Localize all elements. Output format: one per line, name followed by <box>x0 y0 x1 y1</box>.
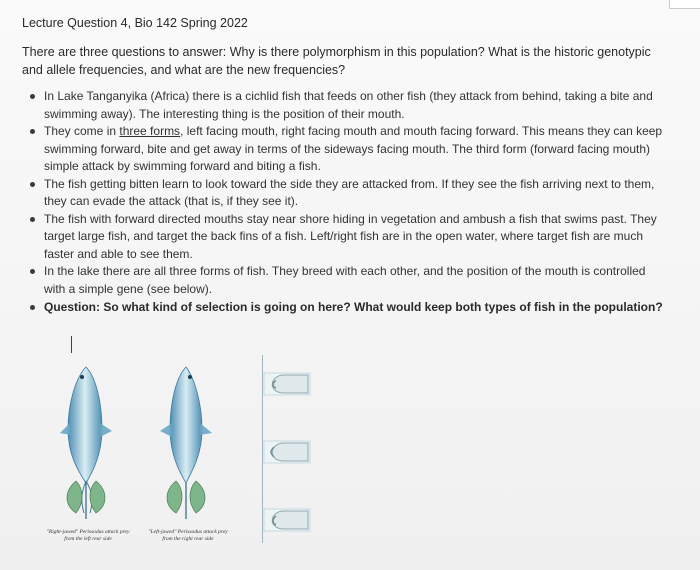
list-item <box>29 123 665 176</box>
page-title: Lecture Question 4, Bio 142 Spring 2022 <box>22 16 248 30</box>
question-item <box>29 299 665 317</box>
bullet-text: In Lake Tanganyika (Africa) there is a cichlid fish that feeds on other fish (they attack from behind, taking a bite and swimming away). The interesting thing is the position of their mouth. <box>44 89 653 121</box>
right-jawed-caption: "Right-jawed" Perissodus attack prey from the left rear side <box>46 529 130 542</box>
bullet-text: The fish with forward directed mouths stay near shore hiding in vegetation and ambush a fish that swims past. They target large fish, and target the back fins of a fish. Left/right fish are in the open water, where target fish are much faster and able to see them. <box>44 211 657 261</box>
list-item <box>29 176 665 211</box>
intro-paragraph: There are three questions to answer: Why is there polymorphism in this population? What is the historic genotypic and allele frequencies, and what are the new frequencies? <box>22 45 651 77</box>
left-jawed-fish-illustration <box>152 363 222 523</box>
bullet-text-post: , left facing mouth, right facing mouth and mouth facing forward. This means they can keep swimming forward, bite and get away in terms of the sideways facing mouth. The third form (forward facing mouth) simple attack by swimming forward and biting a fish. <box>44 124 663 173</box>
underlined-term: three forms <box>119 124 181 138</box>
forward-facing-mouth-icon <box>262 437 312 467</box>
list-item <box>29 88 665 123</box>
bullet-text-pre: They come in <box>44 124 120 138</box>
left-jawed-caption: "Left-jawed" Perissodus attack prey from the right rear side <box>148 529 228 542</box>
left-facing-mouth-icon <box>262 369 312 399</box>
bullet-text: The fish getting bitten learn to look toward the side they are attacked from. If they see the fish arriving next to them, they can evade the attack (that is, if they see it). <box>44 176 655 208</box>
fish-figure <box>48 355 328 555</box>
window-edge <box>669 0 700 9</box>
right-jawed-fish-illustration <box>56 363 126 523</box>
bullet-list <box>29 88 665 317</box>
question-text: Question: So what kind of selection is going on here? What would keep both types of fish in the population? <box>44 300 663 314</box>
list-item <box>29 263 665 298</box>
right-facing-mouth-icon <box>262 505 312 535</box>
text-cursor <box>71 336 72 353</box>
bullet-text: In the lake there are all three forms of fish. They breed with each other, and the position of the mouth is controlled with a simple gene (see below). <box>44 264 646 296</box>
list-item <box>29 211 665 264</box>
